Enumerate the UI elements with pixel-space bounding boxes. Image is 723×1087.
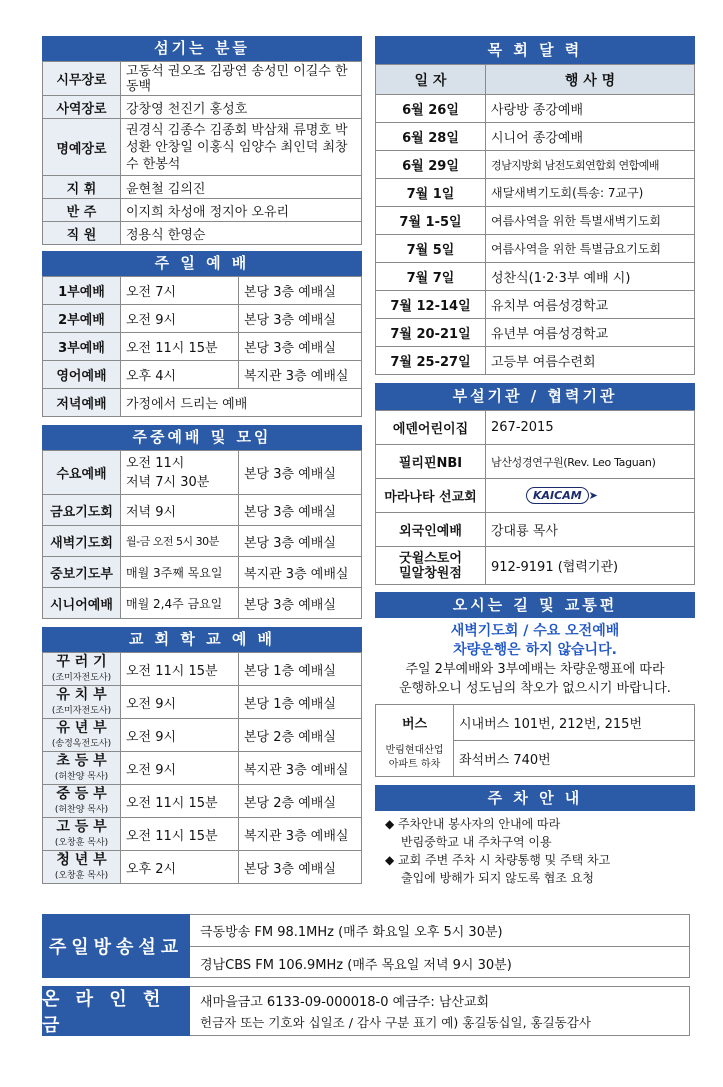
row-label: 3부예배 — [43, 333, 121, 361]
table-row — [376, 207, 695, 235]
row-label — [43, 851, 121, 884]
row-label: 시니어예배 — [43, 588, 121, 619]
row-time: 오전 11시 15분 — [121, 333, 239, 361]
row-label: 명예장로 — [43, 119, 121, 176]
dept-name: 꾸 러 기 — [56, 654, 107, 670]
table-row — [376, 65, 695, 95]
row-label: 금요기도회 — [43, 495, 121, 526]
partner-value: 267-2015 — [486, 411, 695, 445]
row-time: 가정에서 드리는 예배 — [121, 389, 362, 417]
dept-name: 유 년 부 — [56, 720, 107, 736]
partner-value: 912-9191 (협력기관) — [486, 547, 695, 585]
event-name: 새달새벽기도회(특송: 7교구) — [486, 179, 695, 207]
partner-name: 외국인예배 — [376, 513, 486, 547]
table-row — [43, 495, 362, 526]
table-row — [43, 785, 362, 818]
notice-line: 운행하오니 성도님의 착오가 없으시기 바랍니다. — [399, 681, 671, 696]
dept-leader: (허찬양 목사) — [54, 805, 109, 815]
arrow-icon: ➤ — [588, 489, 598, 502]
row-label: 사역장로 — [43, 96, 121, 119]
offering-line: 새마을금고 6133-09-000018-0 예금주: 남산교회 — [200, 995, 490, 1010]
partner-logo-cell — [486, 479, 695, 513]
row-time: 오후 2시 — [121, 851, 239, 884]
row-time: 오전 11시 15분 — [121, 785, 239, 818]
dept-name: 고 등 부 — [56, 819, 107, 835]
table-row — [376, 347, 695, 375]
dept-name: 유 치 부 — [56, 687, 107, 703]
table-row — [43, 686, 362, 719]
partner-name: 에덴어린이집 — [376, 411, 486, 445]
row-place: 본당 3층 예배실 — [239, 277, 362, 305]
row-time: 오전 11시 저녁 7시 30분 — [121, 451, 239, 495]
row-time: 오전 9시 — [121, 719, 239, 752]
table-row — [376, 705, 695, 741]
table-row — [376, 513, 695, 547]
table-row — [43, 222, 362, 245]
event-name: 여름사역을 위한 특별금요기도회 — [486, 235, 695, 263]
table-row — [43, 752, 362, 785]
row-value: 권경식 김종수 김종회 박삼채 류명호 박성환 안창일 이홍식 임양수 최인덕 최창수 한봉석 — [121, 119, 362, 176]
right-column — [375, 36, 695, 891]
event-date: 6월 29일 — [376, 151, 486, 179]
event-date: 7월 25-27일 — [376, 347, 486, 375]
list-item — [385, 815, 685, 833]
row-place: 본당 3층 예배실 — [239, 451, 362, 495]
kaicam-logo: KAICAM — [526, 487, 589, 504]
event-name: 여름사역을 위한 특별새벽기도회 — [486, 207, 695, 235]
row-time: 오전 11시 15분 — [121, 653, 239, 686]
event-name: 고등부 여름수련회 — [486, 347, 695, 375]
column-header-event: 행 사 명 — [486, 65, 695, 95]
event-name: 사랑방 종강예배 — [486, 95, 695, 123]
dept-leader: (허찬양 목사) — [54, 772, 109, 782]
notice-line: 새벽기도회 / 수요 오전예배 — [450, 623, 620, 639]
row-place: 본당 2층 예배실 — [239, 785, 362, 818]
broadcast-box — [42, 914, 690, 978]
table-row — [376, 319, 695, 347]
table-row — [43, 719, 362, 752]
row-place: 복지관 3층 예배실 — [239, 557, 362, 588]
weekday-table — [42, 450, 362, 619]
partners-table — [375, 410, 695, 585]
row-label — [43, 653, 121, 686]
row-label — [43, 719, 121, 752]
event-name: 경남지방회 남전도회연합회 연합예배 — [486, 151, 695, 179]
table-row — [43, 62, 362, 96]
row-place: 본당 1층 예배실 — [239, 653, 362, 686]
event-date: 7월 7일 — [376, 263, 486, 291]
table-row — [376, 445, 695, 479]
dept-name: 초 등 부 — [56, 753, 107, 769]
row-value: 고동석 권오조 김광연 송성민 이길수 한동백 — [121, 62, 362, 96]
dept-leader: (오창훈 목사) — [54, 838, 109, 848]
left-column — [42, 36, 362, 884]
broadcast-title: 주일방송설교 — [42, 914, 190, 978]
partner-value: 강대룡 목사 — [486, 513, 695, 547]
row-place: 복지관 3층 예배실 — [239, 361, 362, 389]
partner-name: 필리핀NBI — [376, 445, 486, 479]
row-place: 복지관 3층 예배실 — [239, 752, 362, 785]
dept-leader: (조미자전도사) — [51, 706, 112, 716]
dept-name: 중 등 부 — [56, 786, 107, 802]
sunday-header: 주 일 예 배 — [42, 251, 362, 276]
servants-table — [42, 61, 362, 245]
dept-leader: (오창훈 목사) — [54, 871, 109, 881]
offering-box — [42, 986, 690, 1036]
event-date: 7월 5일 — [376, 235, 486, 263]
list-item — [385, 851, 685, 869]
event-name: 시니어 종강예배 — [486, 123, 695, 151]
table-row — [376, 235, 695, 263]
table-row — [376, 411, 695, 445]
event-date: 7월 1일 — [376, 179, 486, 207]
table-row — [376, 291, 695, 319]
offering-title: 온 라 인 헌 금 — [42, 986, 190, 1036]
sunday-table — [42, 276, 362, 417]
row-place: 본당 3층 예배실 — [239, 851, 362, 884]
row-time: 오전 9시 — [121, 686, 239, 719]
dept-leader: (조미자전도사) — [51, 673, 112, 683]
weekday-header: 주중예배 및 모임 — [42, 425, 362, 450]
row-place: 본당 2층 예배실 — [239, 719, 362, 752]
table-row — [43, 277, 362, 305]
directions-notice — [375, 618, 695, 698]
row-time: 저녁 9시 — [121, 495, 239, 526]
event-date: 7월 1-5일 — [376, 207, 486, 235]
diamond-icon: ◆ — [385, 853, 399, 867]
row-time: 오전 9시 — [121, 305, 239, 333]
bus-label: 버스 — [376, 705, 454, 741]
row-place: 본당 3층 예배실 — [239, 526, 362, 557]
row-time: 오전 11시 15분 — [121, 818, 239, 851]
row-value: 윤현철 김의진 — [121, 176, 362, 199]
table-row — [43, 119, 362, 176]
row-label: 새벽기도회 — [43, 526, 121, 557]
broadcast-line: 극동방송 FM 98.1MHz (매주 화요일 오후 5시 30분) — [190, 915, 689, 947]
event-date: 6월 26일 — [376, 95, 486, 123]
diamond-icon: ◆ — [385, 817, 399, 831]
partner-name: 마라나타 선교회 — [376, 479, 486, 513]
calendar-header: 목 회 달 력 — [375, 36, 695, 64]
table-row — [376, 479, 695, 513]
table-row — [43, 389, 362, 417]
parking-text: 주차안내 봉사자의 안내에 따라 — [398, 817, 561, 831]
table-row — [376, 151, 695, 179]
school-header: 교 회 학 교 예 배 — [42, 627, 362, 652]
row-value: 이지희 차성애 정지아 오유리 — [121, 199, 362, 222]
offering-body — [190, 986, 690, 1036]
table-row — [376, 263, 695, 291]
notice-line: 주일 2부예배와 3부예배는 차량운행표에 따라 — [405, 662, 665, 677]
event-name: 유년부 여름성경학교 — [486, 319, 695, 347]
parking-header: 주 차 안 내 — [375, 785, 695, 811]
dept-name: 청 년 부 — [56, 852, 107, 868]
column-header-date: 일 자 — [376, 65, 486, 95]
table-row — [43, 588, 362, 619]
row-time: 오후 4시 — [121, 361, 239, 389]
row-time: 오전 7시 — [121, 277, 239, 305]
table-row — [43, 818, 362, 851]
row-label: 시무장로 — [43, 62, 121, 96]
table-row — [376, 95, 695, 123]
parking-text: 교회 주변 주차 시 차량통행 및 주택 차고 — [398, 853, 611, 867]
event-date: 7월 20-21일 — [376, 319, 486, 347]
row-place: 본당 3층 예배실 — [239, 333, 362, 361]
table-row — [43, 557, 362, 588]
row-place: 본당 3층 예배실 — [239, 305, 362, 333]
table-row — [43, 526, 362, 557]
row-label: 직 원 — [43, 222, 121, 245]
table-row — [43, 653, 362, 686]
partner-value: 남산성경연구원(Rev. Leo Taguan) — [486, 445, 695, 479]
event-date: 6월 28일 — [376, 123, 486, 151]
row-place: 본당 3층 예배실 — [239, 495, 362, 526]
row-place: 본당 3층 예배실 — [239, 588, 362, 619]
row-time: 월-금 오전 5시 30분 — [121, 526, 239, 557]
parking-text: 출입에 방해가 되지 않도록 협조 요청 — [401, 871, 594, 885]
row-label: 반 주 — [43, 199, 121, 222]
broadcast-body — [190, 914, 690, 978]
partners-header: 부설기관 / 협력기관 — [375, 383, 695, 410]
table-row — [376, 547, 695, 585]
row-value: 강창영 천진기 홍성호 — [121, 96, 362, 119]
table-row — [376, 179, 695, 207]
row-label: 저녁예배 — [43, 389, 121, 417]
broadcast-line: 경남CBS FM 106.9MHz (매주 목요일 저녁 9시 30분) — [200, 957, 512, 973]
row-label: 1부예배 — [43, 277, 121, 305]
directions-header: 오시는 길 및 교통편 — [375, 592, 695, 618]
row-label: 수요예배 — [43, 451, 121, 495]
school-table — [42, 652, 362, 884]
table-row — [43, 96, 362, 119]
offering-line: 헌금자 또는 기호와 십일조 / 감사 구분 표기 예) 홍길동십일, 홍길동감사 — [200, 1014, 591, 1030]
table-row — [43, 176, 362, 199]
parking-text: 반림중학교 내 주차구역 이용 — [401, 835, 552, 849]
notice-line: 차량운행은 하지 않습니다. — [453, 642, 617, 658]
dept-leader: (송정옥전도사) — [51, 739, 112, 749]
table-row — [43, 333, 362, 361]
table-row — [43, 199, 362, 222]
table-row — [43, 305, 362, 333]
row-label: 지 휘 — [43, 176, 121, 199]
row-label: 2부예배 — [43, 305, 121, 333]
row-label — [43, 686, 121, 719]
calendar-table — [375, 64, 695, 375]
row-time: 오전 9시 — [121, 752, 239, 785]
row-time: 매월 3주째 목요일 — [121, 557, 239, 588]
row-label — [43, 752, 121, 785]
event-name: 성찬식(1·2·3부 예배 시) — [486, 263, 695, 291]
event-date: 7월 12-14일 — [376, 291, 486, 319]
bus-route: 시내버스 101번, 212번, 215번 — [454, 705, 695, 741]
row-label — [43, 818, 121, 851]
event-name: 유치부 여름성경학교 — [486, 291, 695, 319]
row-place: 복지관 3층 예배실 — [239, 818, 362, 851]
table-row — [376, 741, 695, 777]
row-time: 매월 2,4주 금요일 — [121, 588, 239, 619]
row-label: 중보기도부 — [43, 557, 121, 588]
servants-header: 섬기는 분들 — [42, 36, 362, 61]
bus-route: 좌석버스 740번 — [454, 741, 695, 777]
table-row — [43, 851, 362, 884]
bus-stop: 반림현대산업 아파트 하차 — [376, 741, 454, 777]
row-label — [43, 785, 121, 818]
table-row — [376, 123, 695, 151]
bus-table — [375, 704, 695, 777]
table-row — [43, 451, 362, 495]
table-row — [43, 361, 362, 389]
row-value: 정용식 한영순 — [121, 222, 362, 245]
row-label: 영어예배 — [43, 361, 121, 389]
row-place: 본당 1층 예배실 — [239, 686, 362, 719]
parking-list — [375, 811, 695, 891]
partner-name: 굿윌스토어 밀알창원점 — [376, 547, 486, 585]
